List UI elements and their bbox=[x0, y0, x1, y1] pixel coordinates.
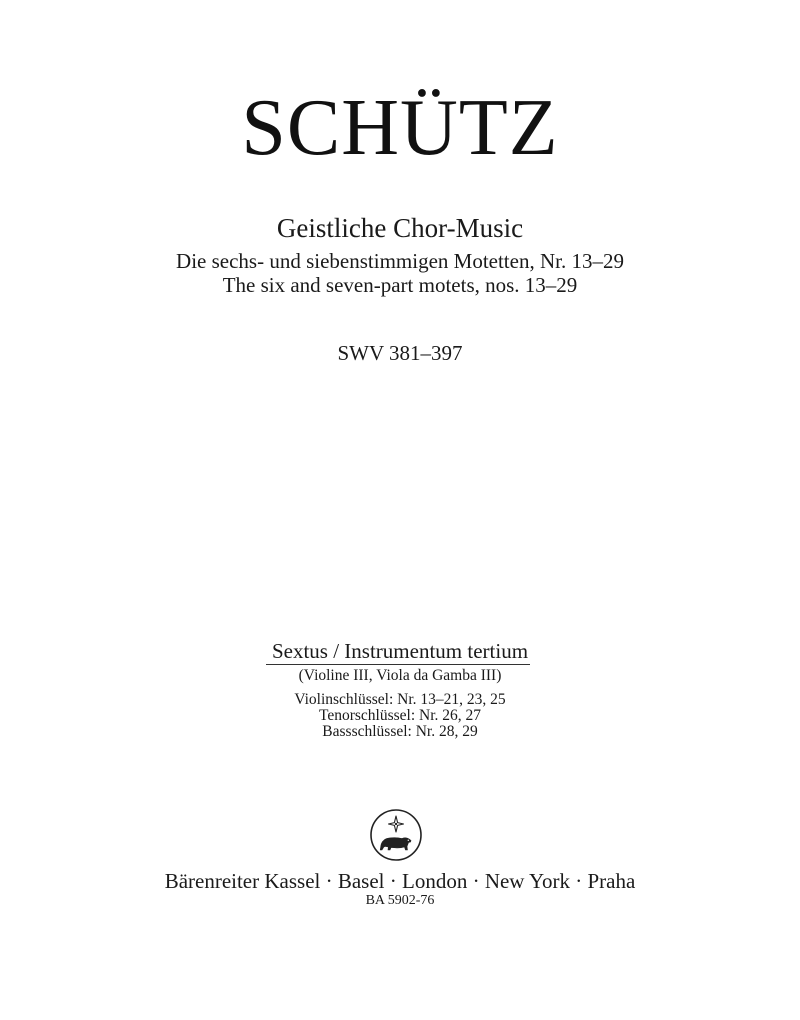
baerenreiter-bear-star-logo-icon bbox=[369, 808, 423, 862]
part-instruments: (Violine III, Viola da Gamba III) bbox=[298, 667, 502, 684]
part-underline bbox=[266, 664, 530, 665]
catalogue-number: SWV 381–397 bbox=[337, 341, 463, 365]
subtitle-english: The six and seven-part motets, nos. 13–29 bbox=[222, 273, 578, 297]
part-name: Sextus / Instrumentum tertium bbox=[271, 639, 529, 663]
publisher-imprint: Bärenreiter Kassel · Basel · London · New York · Praha bbox=[164, 869, 636, 893]
work-title: Geistliche Chor-Music bbox=[276, 213, 524, 243]
subtitle-german: Die sechs- und siebenstimmigen Motetten, Nr. 13–29 bbox=[176, 249, 624, 273]
clef-note-tenor: Tenorschlüssel: Nr. 26, 27 bbox=[318, 707, 482, 724]
clef-note-bass: Bassschlüssel: Nr. 28, 29 bbox=[322, 723, 478, 740]
edition-number: BA 5902-76 bbox=[365, 893, 435, 908]
clef-note-treble: Violinschlüssel: Nr. 13–21, 23, 25 bbox=[294, 691, 506, 708]
composer-name: SCHÜTZ bbox=[241, 84, 559, 172]
